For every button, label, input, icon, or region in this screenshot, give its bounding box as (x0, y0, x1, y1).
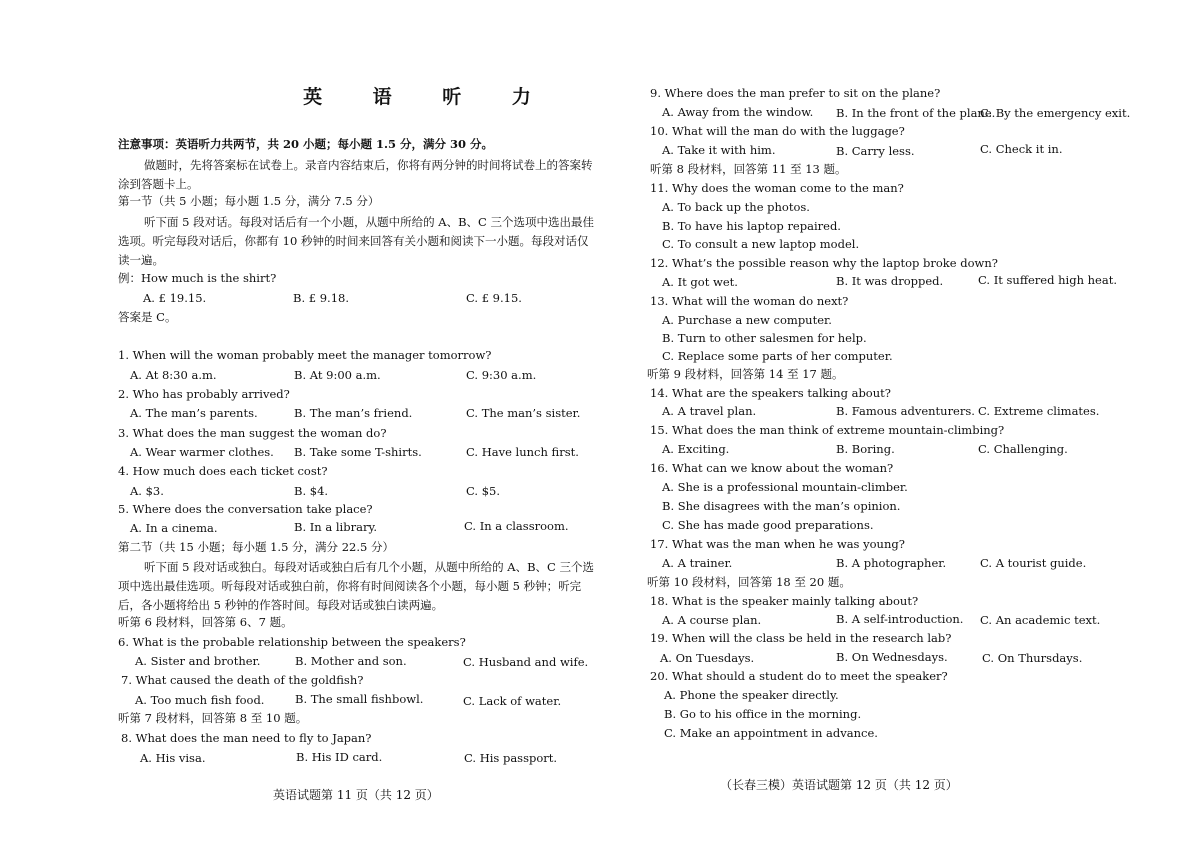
question: 7. What caused the death of the goldfish? (121, 673, 364, 687)
option-a: A. Wear warmer clothes. (130, 445, 274, 459)
option-c: C. She has made good preparations. (662, 518, 874, 532)
option-b: B. At 9:00 a.m. (294, 368, 381, 382)
option-c: C. Have lunch first. (466, 445, 579, 459)
option-b: B. A self-introduction. (836, 612, 964, 626)
example-option-c: C. £ 9.15. (466, 291, 522, 305)
option-c: C. Lack of water. (463, 694, 562, 708)
example-option-b: B. £ 9.18. (293, 291, 349, 305)
option-c: C. By the emergency exit. (980, 106, 1131, 120)
option-c: C. Challenging. (978, 442, 1068, 456)
example-option-a: A. £ 19.15. (143, 291, 207, 305)
question: 16. What can we know about the woman? (650, 461, 894, 475)
notice: 注意事项：英语听力共两节，共 20 小题；每小题 1.5 分，满分 30 分。 (118, 137, 494, 151)
option-a: A. $3. (130, 484, 164, 498)
option-b: B. Boring. (836, 442, 895, 456)
option-b: B. Famous adventurers. (836, 404, 975, 418)
option-b: B. To have his laptop repaired. (662, 219, 841, 233)
section1-title: 第一节（共 5 小题；每小题 1.5 分，满分 7.5 分） (118, 194, 380, 208)
material-8: 听第 8 段材料，回答第 11 至 13 题。 (650, 162, 847, 176)
option-a: A. On Tuesdays. (660, 651, 755, 665)
option-a: A. The man’s parents. (130, 406, 258, 420)
option-a: A. Purchase a new computer. (662, 313, 832, 327)
question: 1. When will the woman probably meet the manager tomorrow? (118, 348, 492, 362)
question: 5. Where does the conversation take place? (118, 502, 373, 516)
option-b: B. The man’s friend. (294, 406, 413, 420)
question: 6. What is the probable relationship between the speakers? (118, 635, 466, 649)
option-c: C. In a classroom. (464, 519, 569, 533)
option-c: C. Husband and wife. (463, 655, 589, 669)
option-a: A. A trainer. (662, 556, 733, 570)
option-c: C. To consult a new laptop model. (662, 237, 860, 251)
option-c: C. 9:30 a.m. (466, 368, 537, 382)
question: 9. Where does the man prefer to sit on the plane? (650, 86, 941, 100)
option-c: C. $5. (466, 484, 500, 498)
question: 12. What’s the possible reason why the laptop broke down? (650, 256, 998, 270)
section2-title: 第二节（共 15 小题；每小题 1.5 分，满分 22.5 分） (118, 540, 394, 554)
question: 8. What does the man need to fly to Japan? (121, 731, 372, 745)
option-c: C. Check it in. (980, 142, 1063, 156)
option-a: A. Away from the window. (662, 105, 814, 119)
option-a: A. Sister and brother. (135, 654, 261, 668)
material-10: 听第 10 段材料，回答第 18 至 20 题。 (647, 575, 851, 589)
material-9: 听第 9 段材料，回答第 14 至 17 题。 (647, 367, 844, 381)
option-c: C. Extreme climates. (978, 404, 1100, 418)
question: 2. Who has probably arrived? (118, 387, 290, 401)
option-c: C. Make an appointment in advance. (664, 726, 878, 740)
option-c: C. Replace some parts of her computer. (662, 349, 893, 363)
question: 4. How much does each ticket cost? (118, 464, 328, 478)
question: 20. What should a student do to meet the speaker? (650, 669, 948, 683)
option-b: B. The small fishbowl. (295, 692, 424, 706)
option-b: B. It was dropped. (836, 274, 944, 288)
option-c: C. It suffered high heat. (978, 273, 1117, 287)
option-b: B. His ID card. (296, 750, 383, 764)
option-b: B. In a library. (294, 520, 378, 534)
option-a: A. A course plan. (662, 613, 762, 627)
option-a: A. Too much fish food. (135, 693, 265, 707)
example-answer: 答案是 C。 (118, 310, 177, 324)
option-c: C. On Thursdays. (982, 651, 1083, 665)
question: 3. What does the man suggest the woman do? (118, 426, 387, 440)
material-6: 听第 6 段材料，回答第 6、7 题。 (118, 615, 293, 629)
section1-instructions: 听下面 5 段对话。每段对话后有一个小题，从题中所给的 A、B、C 三个选项中选出最佳选项。听完每段对话后，你都有 10 秒钟的时间来回答有关小题和阅读下一小题。每段对话仅读一遍。 (118, 215, 594, 267)
option-b: B. Go to his office in the morning. (664, 707, 862, 721)
option-b: B. Mother and son. (295, 654, 407, 668)
question: 10. What will the man do with the luggage? (650, 124, 905, 138)
option-a: A. She is a professional mountain-climber. (662, 480, 908, 494)
question: 13. What will the woman do next? (650, 294, 849, 308)
option-c: C. The man’s sister. (466, 406, 581, 420)
option-b: B. She disagrees with the man’s opinion. (662, 499, 901, 513)
option-a: A. Phone the speaker directly. (664, 688, 839, 702)
notice-instructions: 做题时，先将答案标在试卷上。录音内容结束后，你将有两分钟的时间将试卷上的答案转涂到答题卡上。 (118, 158, 593, 191)
page-footer: （长春三模）英语试题第 12 页（共 12 页） (720, 778, 958, 792)
material-7: 听第 7 段材料，回答第 8 至 10 题。 (118, 711, 308, 725)
option-a: A. To back up the photos. (662, 200, 810, 214)
option-a: A. Take it with him. (662, 143, 776, 157)
option-a: A. It got wet. (662, 275, 738, 289)
option-c: C. An academic text. (980, 613, 1101, 627)
option-c: C. A tourist guide. (980, 556, 1087, 570)
option-b: B. $4. (294, 484, 329, 498)
page-title: 英 语 听 力 (303, 86, 553, 108)
option-b: B. Turn to other salesmen for help. (662, 331, 867, 345)
question: 18. What is the speaker mainly talking about? (650, 594, 919, 608)
section2-instructions: 听下面 5 段对话或独白。每段对话或独白后有几个小题，从题中所给的 A、B、C 三个选项中选出最佳选项。听每段对话或独白前，你将有时间阅读各个小题，每小题 5 秒钟；听完后，各小题将给出 5 秒钟的作答时间。每段对话或独白读两遍。 (118, 560, 594, 612)
option-b: B. Carry less. (836, 144, 915, 158)
option-b: B. A photographer. (836, 556, 947, 570)
question: 17. What was the man when he was young? (650, 537, 905, 551)
option-a: A. Exciting. (662, 442, 730, 456)
option-b: B. On Wednesdays. (836, 650, 948, 664)
option-b: B. Take some T-shirts. (294, 445, 422, 459)
page-footer: 英语试题第 11 页（共 12 页） (273, 788, 439, 802)
question: 11. Why does the woman come to the man? (650, 181, 904, 195)
option-a: A. At 8:30 a.m. (130, 368, 217, 382)
option-a: A. In a cinema. (130, 521, 218, 535)
example-question: 例：How much is the shirt? (118, 271, 277, 285)
option-a: A. A travel plan. (662, 404, 757, 418)
option-a: A. His visa. (140, 751, 206, 765)
question: 19. When will the class be held in the research lab? (650, 631, 952, 645)
option-b: B. In the front of the plane. (836, 106, 996, 120)
option-c: C. His passport. (464, 751, 558, 765)
question: 14. What are the speakers talking about? (650, 386, 891, 400)
question: 15. What does the man think of extreme mountain-climbing? (650, 423, 1005, 437)
